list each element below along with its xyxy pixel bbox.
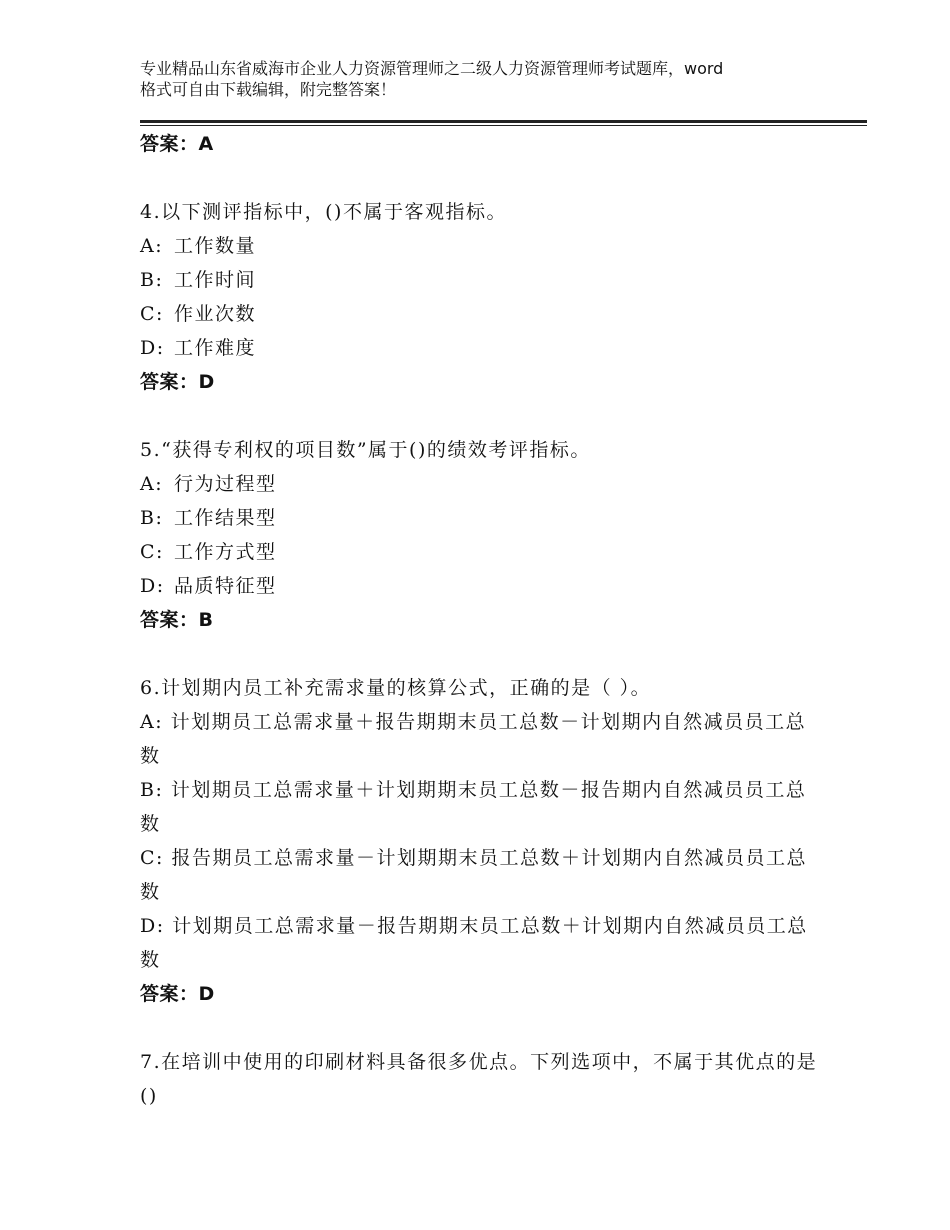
answer-line: 答案：A [140, 133, 214, 155]
option-letter: A: [140, 235, 164, 257]
option-letter: D: [140, 575, 165, 597]
option-c [140, 535, 820, 569]
option-letter: C: [140, 303, 164, 325]
answer-line: 答案：D [140, 983, 215, 1005]
question-list [140, 127, 820, 1113]
option-text: 工作结果型 [174, 507, 277, 529]
option-text: 作业次数 [174, 303, 257, 325]
option-letter: B: [140, 507, 164, 529]
option-text: 计划期员工总需求量＋报告期期末员工总数－计划期内自然减员员工总数 [140, 711, 807, 767]
option-text: 计划期员工总需求量－报告期期末员工总数＋计划期内自然减员员工总数 [140, 915, 808, 971]
question-7 [140, 1045, 820, 1113]
option-b [140, 773, 820, 841]
answer-line: 答案：D [140, 371, 215, 393]
document-header [140, 58, 840, 100]
question-stem: 6.计划期内员工补充需求量的核算公式，正确的是（ ）。 [140, 677, 652, 699]
question-5 [140, 433, 820, 637]
option-letter: A: [140, 711, 164, 733]
option-a [140, 467, 820, 501]
header-divider-thick [140, 120, 867, 123]
option-d [140, 331, 820, 365]
question-stem: 5.“获得专利权的项目数”属于()的绩效考评指标。 [140, 439, 591, 461]
option-text: 工作难度 [174, 337, 257, 359]
option-text: 行为过程型 [174, 473, 277, 495]
header-line-2: 格式可自由下载编辑，附完整答案！ [140, 80, 397, 99]
answer-line: 答案：B [140, 609, 214, 631]
option-b [140, 501, 820, 535]
option-letter: D: [140, 915, 165, 937]
option-text: 工作数量 [174, 235, 257, 257]
option-letter: B: [140, 269, 164, 291]
option-text: 工作时间 [174, 269, 257, 291]
option-c [140, 841, 820, 909]
question-6 [140, 671, 820, 1011]
header-line-1: 专业精品山东省威海市企业人力资源管理师之二级人力资源管理师考试题库，word [140, 59, 724, 78]
option-text: 品质特征型 [174, 575, 277, 597]
option-a [140, 229, 820, 263]
option-d [140, 569, 820, 603]
question-stem: 7.在培训中使用的印刷材料具备很多优点。下列选项中，不属于其优点的是() [140, 1051, 818, 1107]
option-letter: D: [140, 337, 165, 359]
option-d [140, 909, 820, 977]
option-c [140, 297, 820, 331]
option-text: 报告期员工总需求量－计划期期末员工总数＋计划期内自然减员员工总数 [140, 847, 808, 903]
option-a [140, 705, 820, 773]
option-letter: B: [140, 779, 164, 801]
question-stem: 4.以下测评指标中，()不属于客观指标。 [140, 201, 507, 223]
option-text: 计划期员工总需求量＋计划期期末员工总数－报告期内自然减员员工总数 [140, 779, 807, 835]
question-4 [140, 195, 820, 399]
option-text: 工作方式型 [174, 541, 277, 563]
option-letter: C: [140, 847, 164, 869]
option-letter: A: [140, 473, 164, 495]
option-letter: C: [140, 541, 164, 563]
option-b [140, 263, 820, 297]
header-divider-thin [140, 125, 867, 126]
